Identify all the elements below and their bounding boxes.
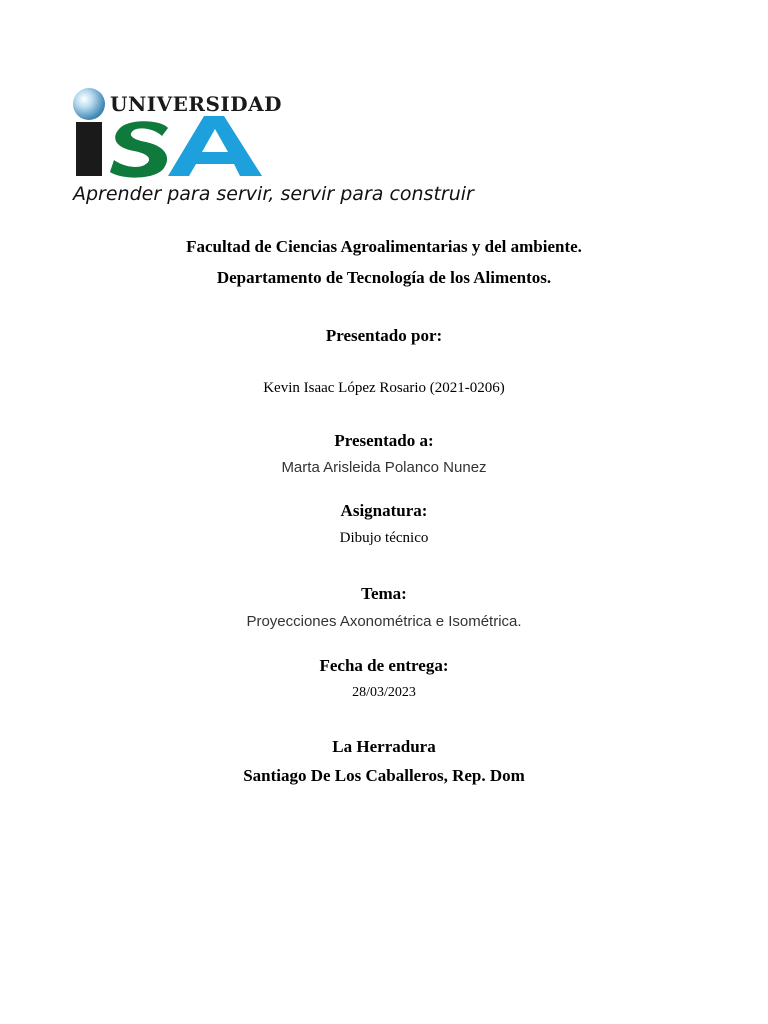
location-line-1: La Herradura xyxy=(332,737,436,756)
sphere-icon xyxy=(73,88,105,120)
faculty-name: Facultad de Ciencias Agroalimentarias y del ambiente. xyxy=(186,237,582,256)
logo-letter-s xyxy=(110,121,168,177)
due-date-value: 28/03/2023 xyxy=(352,685,416,700)
presented-to-label: Presentado a: xyxy=(334,431,434,450)
logo-letter-i xyxy=(76,122,102,176)
subject-label: Asignatura: xyxy=(340,501,428,520)
presented-by-label: Presentado por: xyxy=(325,326,443,345)
due-date-label: Fecha de entrega: xyxy=(319,656,449,675)
presented-to-value: Marta Arisleida Polanco Nunez xyxy=(281,459,487,476)
university-tagline: Aprender para servir, servir para construir xyxy=(73,183,474,205)
logo-top-word: UNIVERSIDAD xyxy=(110,92,282,116)
subject-value: Dibujo técnico xyxy=(339,530,429,546)
location-line-2: Santiago De Los Caballeros, Rep. Dom xyxy=(243,766,525,785)
topic-label: Tema: xyxy=(361,584,407,603)
logo-letter-a xyxy=(168,116,262,176)
topic-value: Proyecciones Axonométrica e Isométrica. xyxy=(246,613,522,630)
presented-by-value: Kevin Isaac López Rosario (2021-0206) xyxy=(263,380,505,396)
department-name: Departamento de Tecnología de los Alimentos. xyxy=(216,268,552,287)
